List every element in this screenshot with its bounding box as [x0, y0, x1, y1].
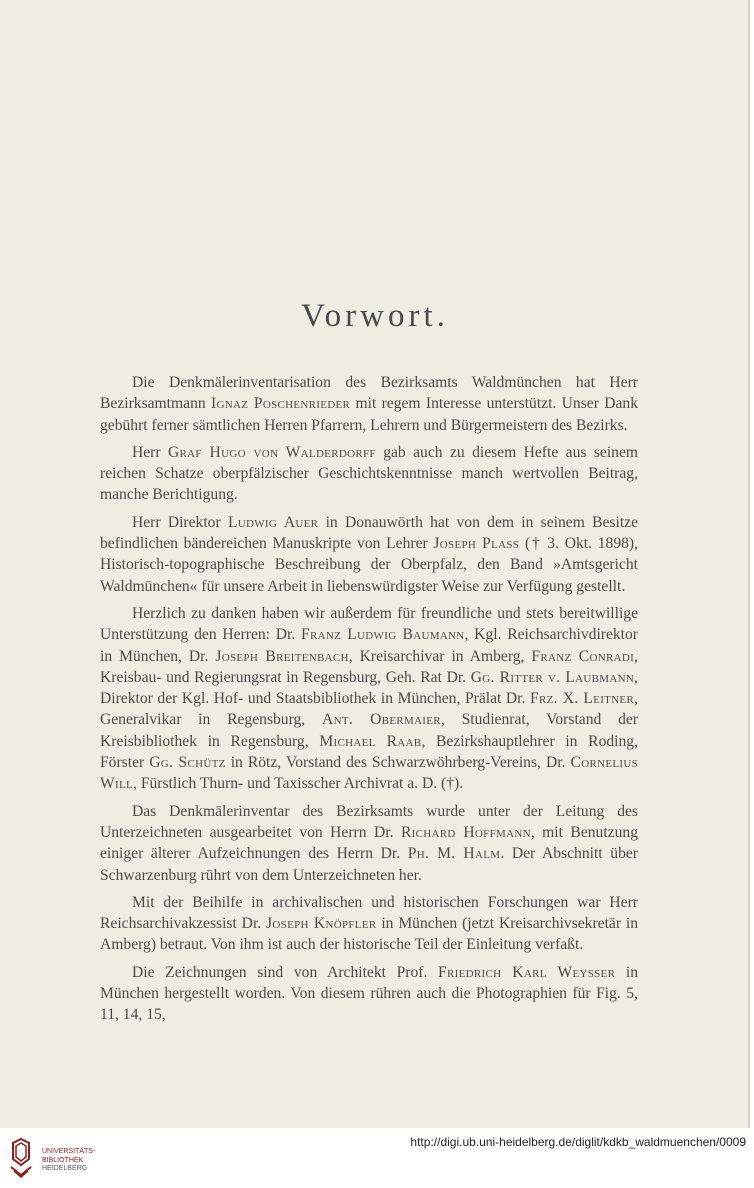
person-name: Joseph Plass — [433, 535, 520, 553]
person-name: Cornelius Will — [100, 754, 638, 793]
person-name: Friedrich Karl Weysser — [438, 963, 616, 981]
paragraph-3: Herr Direktor Ludwig Auer in Donauwörth hat von dem in seinem Besitze befindlichen bändereichen Manuskripte von Lehrer Joseph Plass († 3. Okt. 1898), Historisch-topographische Beschreibung der Oberpfalz, den Band »Amtsgericht Waldmünchen« für unsere Arbeit in liebenswürdigster Weise zur Verfügung gestellt. — [100, 513, 639, 595]
person-name: Gg. Ritter v. Laubmann — [470, 668, 635, 686]
person-name: Michael Raab — [319, 732, 422, 750]
page-title: Vorwort. — [301, 298, 449, 334]
person-name: Ph. M. Halm — [407, 845, 501, 863]
person-name: Joseph Knöpfler — [266, 915, 377, 933]
body-text — [100, 372, 638, 1026]
paragraph-5: Das Denkmälerinventar des Bezirksamts wurde unter der Leitung des Unterzeichneten ausgearbeitet von Herrn Dr. Richard Hoffmann, mit Benutzung einiger älterer Aufzeichnungen des Herrn Dr. Ph. M. Halm. Der Abschnitt über Schwarzenburg rührt von dem Unterzeichneten her. — [100, 802, 638, 884]
library-line-2: BIBLIOTHEK — [42, 1156, 84, 1164]
person-name: Frz. X. Leitner — [530, 690, 635, 708]
library-name[interactable] — [42, 1148, 95, 1174]
paragraph-6: Mit der Beihilfe in archivalischen und historischen Forschungen war Herr Reichsarchivakzessist Dr. Joseph Knöpfler in München (jetzt Kreisarchivsekretär in Amberg) betraut. Von ihm ist auch der historische Teil der Einleitung verfaßt. — [100, 893, 639, 954]
person-name: Franz Ludwig Baumann — [301, 626, 465, 644]
person-name: Gg. Schütz — [149, 754, 226, 772]
person-name: Joseph Breitenbach — [215, 647, 349, 665]
person-name: Ignaz Poschenrieder — [210, 395, 351, 413]
paragraph-7: Die Zeichnungen sind von Architekt Prof. Friedrich Karl Weysser in München hergestellt worden. Von diesem rühren auch die Photographien für Fig. 5, 11, 14, 15, — [100, 963, 639, 1024]
library-line-1: UNIVERSITÄTS- — [42, 1148, 96, 1155]
paragraph-4: Herzlich zu danken haben wir außerdem für freundliche und stets bereitwillige Unterstützung den Herren: Dr. Franz Ludwig Baumann, Kgl. Reichsarchivdirektor in München, Dr. Joseph Breitenbach, Kreisarchivar in Amberg, Franz Conradi, Kreisbau- und Regierungsrat in Regensburg, Geh. Rat Dr. Gg. Ritter v. Laubmann, Direktor der Kgl. Hof- und Staatsbibliothek in München, Prälat Dr. Frz. X. Leitner, Generalvikar in Regensburg, Ant. Obermaier, Studienrat, Vorstand der Kreisbibliothek in Regensburg, Michael Raab, Bezirkshauptlehrer in Roding, Förster Gg. Schütz in Rötz, Vorstand des Schwarzwöhrberg-Vereins, Dr. Cornelius Will, Fürstlich Thurn- und Taxisscher Archivrat a. D. (†). — [100, 604, 639, 793]
person-name: Graf Hugo von Walderdorff — [167, 443, 376, 461]
heidelberg-library-logo-icon[interactable] — [8, 1137, 34, 1179]
paragraph-2: Herr Graf Hugo von Walderdorff gab auch zu diesem Hefte aus seinem reichen Schatze oberpfälzischer Geschichtskenntnisse manch wertvollen Beitrag, manche Berichtigung. — [100, 443, 639, 504]
person-name: Ludwig Auer — [227, 513, 319, 531]
person-name: Ant. Obermaier — [322, 711, 441, 729]
page-url-link[interactable]: http://digi.ub.uni-heidelberg.de/diglit/kdkb_waldmuenchen/0009 — [410, 1135, 746, 1149]
library-line-3: HEIDELBERG — [42, 1165, 88, 1172]
paragraph-1: Die Denkmälerinventarisation des Bezirksamts Waldmünchen hat Herr Bezirksamtmann Ignaz Poschenrieder mit regem Interesse unterstützt. Unser Dank gebührt ferner sämtlichen Herren Pfarrern, Lehrern und Bürgermeistern des Bezirks. — [100, 374, 638, 434]
person-name: Richard Hoffmann — [400, 823, 531, 841]
person-name: Franz Conradi — [531, 647, 635, 665]
